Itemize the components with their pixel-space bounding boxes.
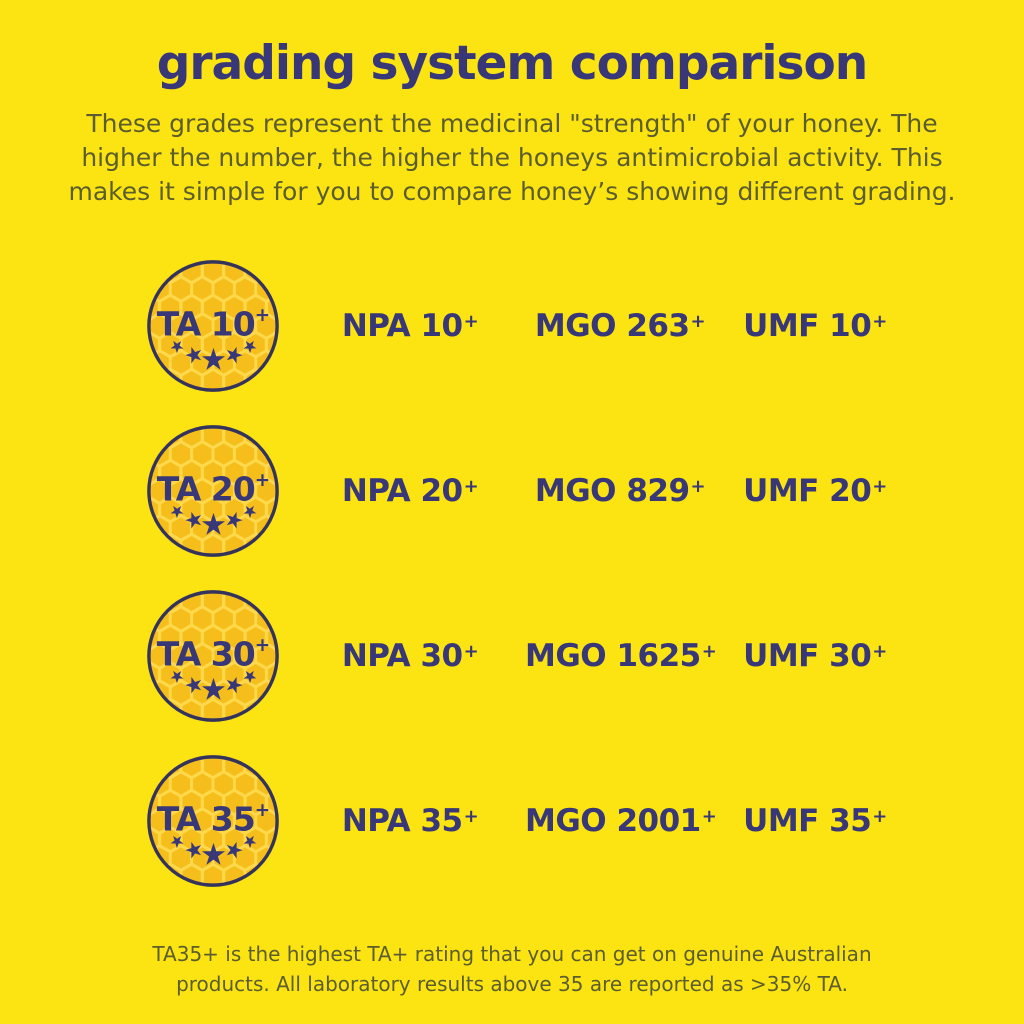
footer-note bbox=[0, 939, 1024, 999]
subtitle-line: higher the number, the higher the honeys antimicrobial activity. This bbox=[81, 143, 943, 172]
mgo-label bbox=[525, 308, 715, 344]
npa-label bbox=[295, 473, 525, 509]
grade-row-ta20 bbox=[0, 408, 1024, 573]
plus-sup: + bbox=[872, 640, 887, 662]
honeycomb-badge-icon bbox=[145, 753, 281, 889]
plus-sup: + bbox=[690, 310, 706, 332]
npa-label bbox=[295, 638, 525, 674]
page-title: grading system comparison bbox=[156, 36, 868, 91]
subtitle-line: These grades represent the medicinal "strength" of your honey. The bbox=[86, 109, 938, 138]
umf-value: UMF 20 bbox=[743, 472, 872, 509]
plus-sup: + bbox=[463, 640, 479, 662]
comparison-table bbox=[0, 243, 1024, 903]
footer-line: products. All laboratory results above 35 are reported as >35% TA. bbox=[176, 972, 848, 996]
honeycomb-badge-icon bbox=[145, 588, 281, 724]
npa-value: NPA 10 bbox=[341, 307, 463, 344]
plus-sup: + bbox=[872, 475, 887, 497]
badge-grade-text: TA 10+ bbox=[156, 304, 269, 344]
mgo-label bbox=[525, 638, 715, 674]
grade-row-ta35 bbox=[0, 738, 1024, 903]
ta-badge-ta20 bbox=[130, 423, 295, 559]
ta-badge-ta30 bbox=[130, 588, 295, 724]
footer-line: TA35+ is the highest TA+ rating that you can get on genuine Australian bbox=[152, 942, 872, 966]
plus-sup: + bbox=[872, 310, 887, 332]
npa-label bbox=[295, 803, 525, 839]
grade-row-ta30 bbox=[0, 573, 1024, 738]
umf-label bbox=[715, 308, 915, 344]
npa-label bbox=[295, 308, 525, 344]
plus-sup: + bbox=[463, 475, 479, 497]
subtitle-line: makes it simple for you to compare honey’s showing different grading. bbox=[68, 177, 956, 206]
npa-value: NPA 20 bbox=[341, 472, 463, 509]
umf-value: UMF 30 bbox=[743, 637, 872, 674]
badge-grade-text: TA 35+ bbox=[156, 799, 269, 839]
plus-sup: + bbox=[463, 805, 479, 827]
umf-label bbox=[715, 638, 915, 674]
mgo-value: MGO 1625 bbox=[525, 637, 701, 674]
mgo-label bbox=[525, 473, 715, 509]
badge-grade-text: TA 20+ bbox=[156, 469, 269, 509]
grade-row-ta10 bbox=[0, 243, 1024, 408]
honeycomb-badge-icon bbox=[145, 423, 281, 559]
plus-sup: + bbox=[690, 475, 706, 497]
plus-sup: + bbox=[701, 640, 717, 662]
badge-grade-text: TA 30+ bbox=[156, 634, 269, 674]
plus-sup: + bbox=[463, 310, 479, 332]
page-subtitle bbox=[0, 107, 1024, 209]
plus-sup: + bbox=[701, 805, 717, 827]
umf-value: UMF 35 bbox=[743, 802, 872, 839]
npa-value: NPA 35 bbox=[341, 802, 463, 839]
mgo-value: MGO 829 bbox=[534, 472, 690, 509]
mgo-value: MGO 263 bbox=[534, 307, 690, 344]
mgo-label bbox=[525, 803, 715, 839]
ta-badge-ta35 bbox=[130, 753, 295, 889]
honeycomb-badge-icon bbox=[145, 258, 281, 394]
ta-badge-ta10 bbox=[130, 258, 295, 394]
plus-sup: + bbox=[872, 805, 887, 827]
mgo-value: MGO 2001 bbox=[525, 802, 701, 839]
npa-value: NPA 30 bbox=[341, 637, 463, 674]
umf-label bbox=[715, 803, 915, 839]
umf-value: UMF 10 bbox=[743, 307, 872, 344]
umf-label bbox=[715, 473, 915, 509]
